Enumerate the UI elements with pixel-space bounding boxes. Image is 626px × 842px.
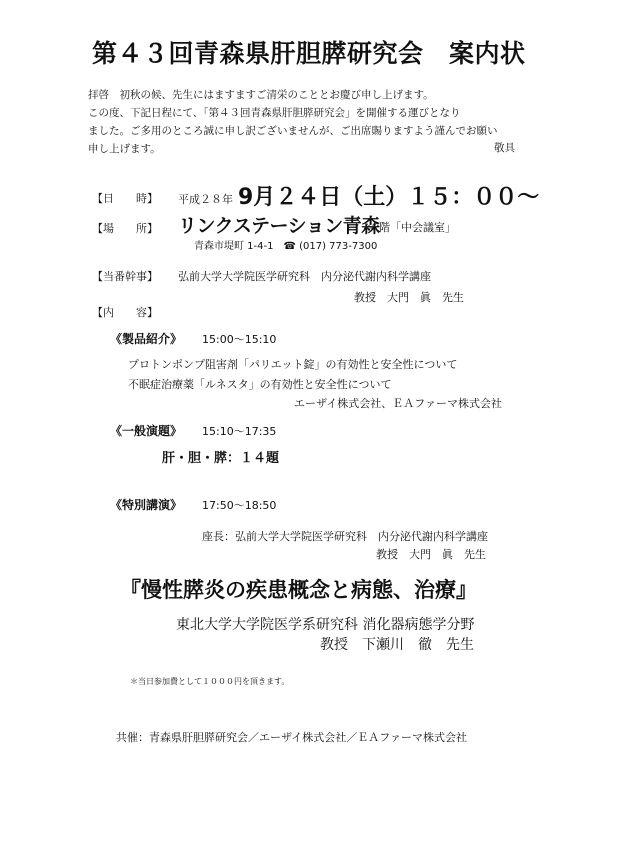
product-heading: 《製品紹介》 — [110, 332, 183, 346]
secretariat-person: 教授 大門 眞 先生 — [354, 291, 464, 304]
lecturer-affiliation: 東北大学大学院医学系研究科 消化器病態学分野 — [176, 617, 475, 633]
page-title: 第４３回青森県肝胆膵研究会 案内状 — [92, 39, 526, 68]
fee-note: ＊当日参加費として１０００円を頂きます。 — [130, 677, 290, 686]
venue-room: ４階「中会議室」 — [368, 221, 456, 234]
datetime-era: 平成２８年 — [178, 193, 233, 206]
secretariat-org: 弘前大学大学院医学研究科 内分泌代謝内科学講座 — [178, 270, 431, 283]
general-topic: 肝・胆・膵：１４題 — [162, 451, 280, 466]
venue-address: 青森市堤町 1-4-1 ☎ (017) 773-7300 — [194, 241, 378, 252]
intro-line: 拝啓 初秋の候、先生にはますますご清栄のこととお慶び申し上げます。 — [88, 89, 434, 101]
general-heading: 《一般演題》 — [110, 424, 183, 438]
datetime-value: 9月２４日（土）１５：００～ — [238, 185, 540, 210]
contents-label: 【内 容】 — [92, 306, 158, 319]
special-heading: 《特別講演》 — [110, 498, 183, 512]
lecture-title: 『慢性膵炎の疾患概念と病態、治療』 — [120, 578, 477, 602]
product-company: エーザイ株式会社、ＥＡファーマ株式会社 — [294, 397, 503, 410]
general-time: 15:10～17:35 — [202, 425, 277, 438]
intro-line: ました。ご多用のところ誠に申し訳ございませんが、ご出席賜りますよう謹んでお願い — [88, 125, 498, 137]
venue-label: 【場 所】 — [92, 222, 158, 235]
special-time: 17:50～18:50 — [202, 499, 277, 512]
sponsors: 共催：青森県肝胆膵研究会／エーザイ株式会社／ＥＡファーマ株式会社 — [116, 731, 468, 744]
intro-line: この度、下記日程にて、「第４３回青森県肝胆膵研究会」を開催する運びとなり — [88, 107, 461, 119]
closing-word: 敬具 — [494, 142, 515, 154]
secretariat-label: 【当番幹事】 — [92, 270, 158, 283]
intro-paragraph — [88, 86, 558, 158]
datetime-label: 【日 時】 — [92, 192, 158, 205]
product-line: プロトンポンプ阻害剤「パリエット錠」の有効性と安全性について — [128, 358, 458, 371]
venue-name: リンクステーション青森 — [178, 215, 380, 237]
special-chair-name: 教授 大門 眞 先生 — [376, 548, 486, 561]
product-time: 15:00～15:10 — [202, 333, 277, 346]
special-chair: 座長：弘前大学大学院医学研究科 内分泌代謝内科学講座 — [202, 530, 488, 543]
intro-line: 申し上げます。 — [88, 143, 161, 155]
product-line: 不眠症治療薬「ルネスタ」の有効性と安全性について — [128, 378, 392, 391]
lecturer-name: 教授 下瀬川 徹 先生 — [320, 637, 474, 653]
